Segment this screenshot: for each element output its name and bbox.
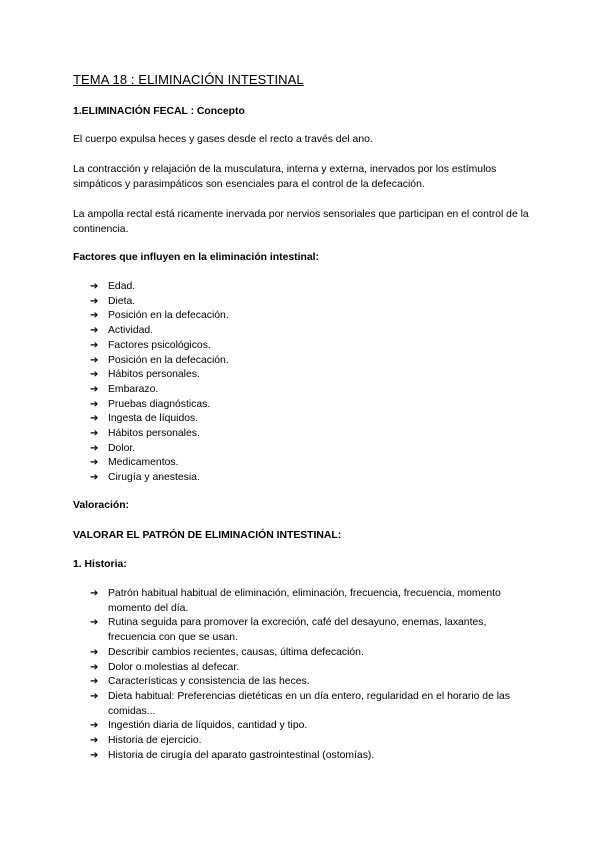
right-arrow-icon: ➔	[90, 281, 99, 292]
list-item-text: Dolor o molestias al defecar.	[108, 661, 240, 673]
right-arrow-icon: ➔	[90, 457, 99, 469]
paragraph-2: La contracción y relajación de la musculatura, interna y externa, inervados por los estímulos simpáticos y parasimpáticos son esenciales para el control de la defecación.	[73, 164, 497, 190]
list-item	[90, 616, 520, 645]
list-item	[90, 690, 520, 719]
list-item-text: Dieta.	[108, 295, 136, 307]
section-heading-concepto: 1.ELIMINACIÓN FECAL : Concepto	[73, 106, 245, 117]
right-arrow-icon: ➔	[90, 749, 99, 761]
right-arrow-icon: ➔	[90, 661, 99, 673]
valoracion-heading: Valoración:	[73, 500, 130, 511]
factors-heading: Factores que influyen en la eliminación intestinal:	[73, 252, 319, 263]
right-arrow-icon: ➔	[90, 588, 99, 599]
list-item-text: Rutina seguida para promover la excreción, café del desayuno, enemas, laxantes, frecuencia con que se usan.	[108, 617, 487, 644]
list-item	[90, 383, 510, 398]
list-item	[90, 280, 510, 295]
right-arrow-icon: ➔	[90, 676, 99, 688]
list-item	[90, 412, 510, 427]
list-item	[90, 398, 510, 413]
list-item-text: Posición en la defecación.	[108, 310, 229, 322]
list-item-text: Ingestión diaria de líquidos, cantidad y tipo.	[108, 720, 308, 732]
paragraph-1: El cuerpo expulsa heces y gases desde el recto a través del ano.	[73, 134, 373, 145]
list-item	[90, 339, 510, 354]
list-item	[90, 675, 520, 690]
list-item-text: Cirugía y anestesia.	[108, 472, 200, 484]
list-item	[90, 749, 520, 764]
list-item-text: Medicamentos.	[108, 457, 179, 469]
list-item	[90, 442, 510, 457]
list-item	[90, 587, 520, 616]
right-arrow-icon: ➔	[90, 720, 99, 732]
right-arrow-icon: ➔	[90, 413, 99, 425]
list-item	[90, 456, 510, 471]
right-arrow-icon: ➔	[90, 646, 99, 658]
right-arrow-icon: ➔	[90, 398, 99, 410]
historia-heading: 1. Historia:	[73, 559, 127, 570]
right-arrow-icon: ➔	[90, 369, 99, 381]
right-arrow-icon: ➔	[90, 295, 99, 307]
list-item-text: Pruebas diagnósticas.	[108, 398, 211, 410]
right-arrow-icon: ➔	[90, 472, 99, 484]
list-item-text: Patrón habitual habitual de eliminación, eliminación, frecuencia, frecuencia, momento momento del día.	[108, 588, 501, 614]
valorar-heading: VALORAR EL PATRÓN DE ELIMINACIÓN INTESTINAL:	[73, 530, 342, 541]
right-arrow-icon: ➔	[90, 617, 99, 629]
list-item-text: Ingesta de líquidos.	[108, 413, 199, 425]
right-arrow-icon: ➔	[90, 310, 99, 322]
right-arrow-icon: ➔	[90, 428, 99, 440]
right-arrow-icon: ➔	[90, 325, 99, 337]
list-item-text: Características y consistencia de las heces.	[108, 676, 310, 688]
list-item	[90, 309, 510, 324]
list-item-text: Dolor.	[108, 442, 136, 454]
list-item-text: Posición en la defecación.	[108, 354, 229, 366]
list-item-text: Actividad.	[108, 325, 154, 337]
list-item	[90, 354, 510, 369]
paragraph-3: La ampolla rectal está ricamente inervada por nervios sensoriales que participan en el control de la continencia.	[73, 209, 529, 235]
right-arrow-icon: ➔	[90, 690, 99, 702]
list-item-text: Hábitos personales.	[108, 369, 200, 381]
page-title: TEMA 18 : ELIMINACIÓN INTESTINAL	[73, 72, 304, 87]
historia-list	[90, 587, 520, 763]
list-item	[90, 661, 520, 676]
list-item-text: Embarazo.	[108, 383, 159, 395]
list-item	[90, 295, 510, 310]
list-item	[90, 324, 510, 339]
right-arrow-icon: ➔	[90, 383, 99, 395]
right-arrow-icon: ➔	[90, 354, 99, 366]
list-item	[90, 471, 510, 486]
list-item-text: Hábitos personales.	[108, 428, 200, 440]
list-item	[90, 646, 520, 661]
list-item	[90, 734, 520, 749]
right-arrow-icon: ➔	[90, 442, 99, 454]
right-arrow-icon: ➔	[90, 339, 99, 351]
list-item	[90, 719, 520, 734]
list-item-text: Factores psicológicos.	[108, 339, 211, 351]
list-item-text: Describir cambios recientes, causas, última defecación.	[108, 646, 364, 658]
list-item-text: Edad.	[108, 281, 136, 292]
list-item-text: Dieta habitual: Preferencias dietéticas en un día entero, regularidad en el horario de las comidas...	[108, 690, 511, 717]
right-arrow-icon: ➔	[90, 735, 99, 747]
list-item	[90, 368, 510, 383]
factors-list	[90, 280, 510, 486]
list-item-text: Historia de ejercicio.	[108, 735, 202, 747]
list-item	[90, 427, 510, 442]
list-item-text: Historia de cirugía del aparato gastrointestinal (ostomías).	[108, 749, 375, 761]
